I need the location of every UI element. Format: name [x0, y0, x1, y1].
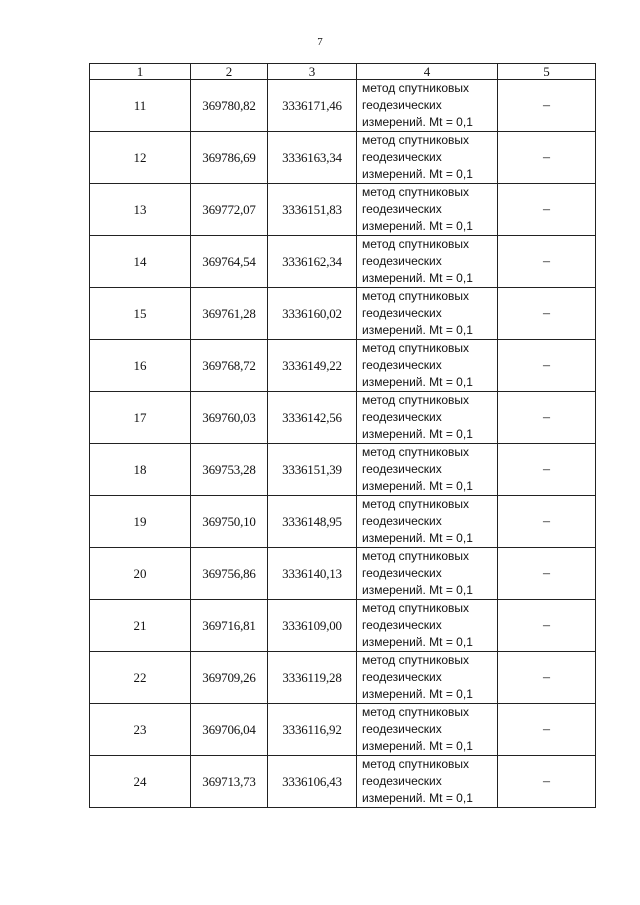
method-cell: [357, 184, 498, 236]
table-row: [90, 756, 596, 808]
x-coordinate-cell: 369709,26: [191, 652, 268, 704]
coordinates-table: [89, 63, 596, 808]
method-text-line: геодезических: [362, 202, 442, 216]
method-cell: [357, 132, 498, 184]
method-text-line: измерений. Mt = 0,1: [362, 271, 473, 285]
point-number-cell: 17: [90, 392, 191, 444]
table-row: [90, 704, 596, 756]
method-cell: [357, 444, 498, 496]
table-row: [90, 652, 596, 704]
method-text-line: метод спутниковых: [362, 757, 470, 771]
method-text-line: метод спутниковых: [362, 497, 470, 511]
method-cell: [357, 652, 498, 704]
header-row: [90, 64, 596, 80]
y-coordinate-cell: 3336148,95: [268, 496, 357, 548]
point-number-cell: 19: [90, 496, 191, 548]
table-body: [90, 80, 596, 808]
point-number-cell: 22: [90, 652, 191, 704]
method-text-line: геодезических: [362, 98, 442, 112]
note-cell: –: [498, 496, 596, 548]
page-number: 7: [317, 36, 323, 48]
y-coordinate-cell: 3336109,00: [268, 600, 357, 652]
method-text-line: метод спутниковых: [362, 601, 470, 615]
method-text-line: геодезических: [362, 722, 442, 736]
x-coordinate-cell: 369761,28: [191, 288, 268, 340]
point-number-cell: 24: [90, 756, 191, 808]
y-coordinate-cell: 3336142,56: [268, 392, 357, 444]
table-row: [90, 392, 596, 444]
x-coordinate-cell: 369716,81: [191, 600, 268, 652]
method-cell: [357, 80, 498, 132]
method-text-line: измерений. Mt = 0,1: [362, 479, 473, 493]
x-coordinate-cell: 369772,07: [191, 184, 268, 236]
y-coordinate-cell: 3336163,34: [268, 132, 357, 184]
method-text-line: метод спутниковых: [362, 237, 470, 251]
method-text-line: измерений. Mt = 0,1: [362, 791, 473, 805]
method-cell: [357, 288, 498, 340]
method-text-line: измерений. Mt = 0,1: [362, 531, 473, 545]
method-text-line: измерений. Mt = 0,1: [362, 375, 473, 389]
method-text-line: метод спутниковых: [362, 289, 470, 303]
method-text-line: геодезических: [362, 774, 442, 788]
note-cell: –: [498, 392, 596, 444]
method-text-line: геодезических: [362, 410, 442, 424]
method-text-line: геодезических: [362, 254, 442, 268]
note-cell: –: [498, 288, 596, 340]
method-text-line: метод спутниковых: [362, 393, 470, 407]
method-text-line: измерений. Mt = 0,1: [362, 583, 473, 597]
column-header-1: 1: [90, 64, 191, 80]
table-row: [90, 548, 596, 600]
point-number-cell: 13: [90, 184, 191, 236]
note-cell: –: [498, 132, 596, 184]
note-cell: –: [498, 340, 596, 392]
column-header-4: 4: [357, 64, 498, 80]
note-cell: –: [498, 756, 596, 808]
method-text-line: метод спутниковых: [362, 185, 470, 199]
note-cell: –: [498, 704, 596, 756]
x-coordinate-cell: 369706,04: [191, 704, 268, 756]
method-cell: [357, 496, 498, 548]
method-text-line: метод спутниковых: [362, 653, 470, 667]
note-cell: –: [498, 236, 596, 288]
note-cell: –: [498, 444, 596, 496]
method-cell: [357, 704, 498, 756]
method-text-line: геодезических: [362, 306, 442, 320]
method-cell: [357, 600, 498, 652]
method-text-line: метод спутниковых: [362, 705, 470, 719]
x-coordinate-cell: 369780,82: [191, 80, 268, 132]
method-text-line: измерений. Mt = 0,1: [362, 115, 473, 129]
point-number-cell: 23: [90, 704, 191, 756]
method-text-line: метод спутниковых: [362, 133, 470, 147]
point-number-cell: 16: [90, 340, 191, 392]
table-header: [90, 64, 596, 80]
method-text-line: измерений. Mt = 0,1: [362, 167, 473, 181]
table-row: [90, 288, 596, 340]
y-coordinate-cell: 3336116,92: [268, 704, 357, 756]
x-coordinate-cell: 369768,72: [191, 340, 268, 392]
x-coordinate-cell: 369753,28: [191, 444, 268, 496]
method-cell: [357, 548, 498, 600]
point-number-cell: 18: [90, 444, 191, 496]
method-text-line: измерений. Mt = 0,1: [362, 687, 473, 701]
method-text-line: метод спутниковых: [362, 445, 470, 459]
point-number-cell: 14: [90, 236, 191, 288]
note-cell: –: [498, 600, 596, 652]
method-text-line: геодезических: [362, 514, 442, 528]
method-text-line: метод спутниковых: [362, 81, 470, 95]
method-text-line: метод спутниковых: [362, 341, 470, 355]
method-text-line: геодезических: [362, 150, 442, 164]
point-number-cell: 12: [90, 132, 191, 184]
note-cell: –: [498, 184, 596, 236]
table-row: [90, 236, 596, 288]
method-text-line: измерений. Mt = 0,1: [362, 635, 473, 649]
table-row: [90, 340, 596, 392]
column-header-5: 5: [498, 64, 596, 80]
method-text-line: геодезических: [362, 358, 442, 372]
method-text-line: геодезических: [362, 618, 442, 632]
table-row: [90, 600, 596, 652]
table-row: [90, 80, 596, 132]
y-coordinate-cell: 3336162,34: [268, 236, 357, 288]
table-row: [90, 496, 596, 548]
method-text-line: измерений. Mt = 0,1: [362, 219, 473, 233]
column-header-2: 2: [191, 64, 268, 80]
table-row: [90, 132, 596, 184]
method-text-line: измерений. Mt = 0,1: [362, 427, 473, 441]
point-number-cell: 21: [90, 600, 191, 652]
method-text-line: геодезических: [362, 566, 442, 580]
method-cell: [357, 392, 498, 444]
x-coordinate-cell: 369713,73: [191, 756, 268, 808]
column-header-3: 3: [268, 64, 357, 80]
table-row: [90, 444, 596, 496]
y-coordinate-cell: 3336149,22: [268, 340, 357, 392]
point-number-cell: 20: [90, 548, 191, 600]
point-number-cell: 11: [90, 80, 191, 132]
y-coordinate-cell: 3336171,46: [268, 80, 357, 132]
method-cell: [357, 236, 498, 288]
method-cell: [357, 340, 498, 392]
y-coordinate-cell: 3336106,43: [268, 756, 357, 808]
y-coordinate-cell: 3336151,83: [268, 184, 357, 236]
y-coordinate-cell: 3336140,13: [268, 548, 357, 600]
method-text-line: измерений. Mt = 0,1: [362, 323, 473, 337]
note-cell: –: [498, 652, 596, 704]
method-cell: [357, 756, 498, 808]
method-text-line: геодезических: [362, 670, 442, 684]
y-coordinate-cell: 3336160,02: [268, 288, 357, 340]
x-coordinate-cell: 369786,69: [191, 132, 268, 184]
note-cell: –: [498, 80, 596, 132]
method-text-line: измерений. Mt = 0,1: [362, 739, 473, 753]
x-coordinate-cell: 369750,10: [191, 496, 268, 548]
y-coordinate-cell: 3336151,39: [268, 444, 357, 496]
method-text-line: метод спутниковых: [362, 549, 470, 563]
point-number-cell: 15: [90, 288, 191, 340]
table-row: [90, 184, 596, 236]
x-coordinate-cell: 369764,54: [191, 236, 268, 288]
y-coordinate-cell: 3336119,28: [268, 652, 357, 704]
note-cell: –: [498, 548, 596, 600]
x-coordinate-cell: 369756,86: [191, 548, 268, 600]
method-text-line: геодезических: [362, 462, 442, 476]
x-coordinate-cell: 369760,03: [191, 392, 268, 444]
